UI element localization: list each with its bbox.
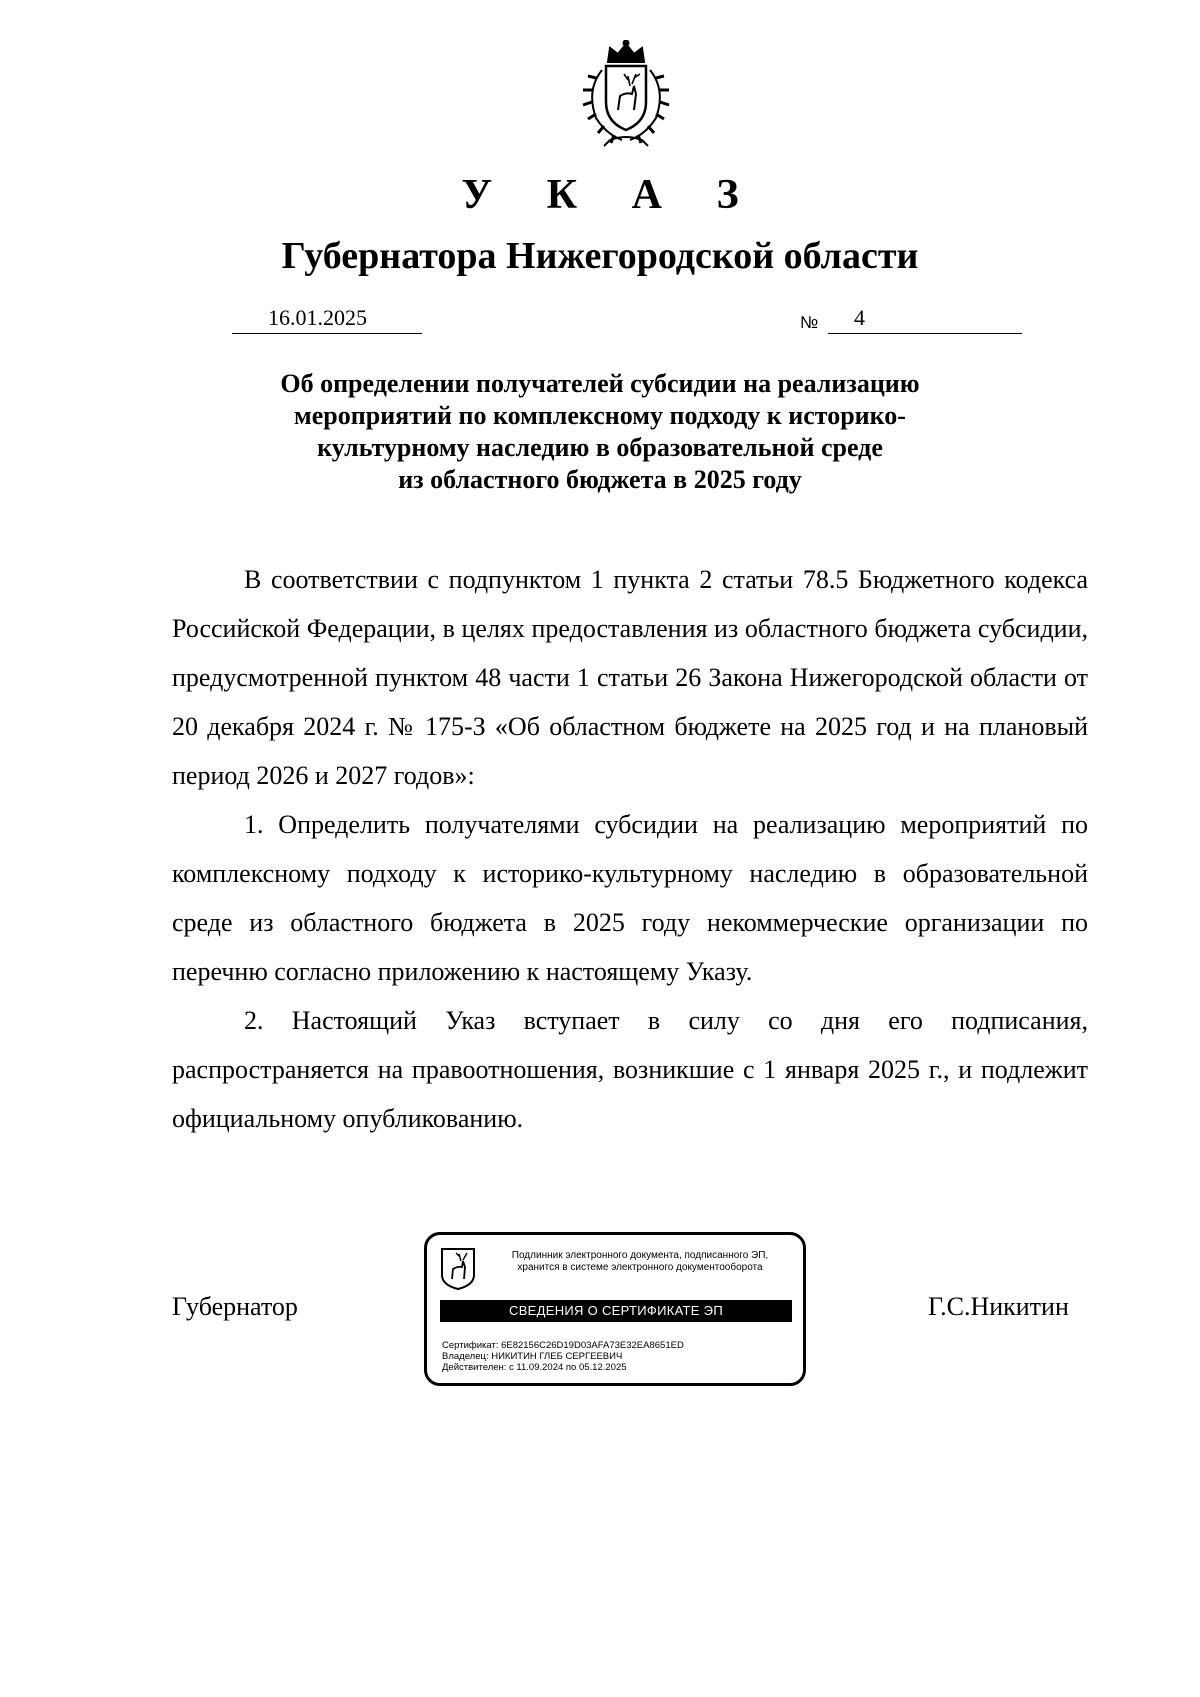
signatory-position: Губернатор [172,1292,298,1321]
stamp-header-line: Подлинник электронного документа, подписанного ЭП, [511,1250,769,1261]
stamp-owner: Владелец: НИКИТИН ГЛЕБ СЕРГЕЕВИЧ [442,1351,623,1362]
electronic-signature-stamp [424,1232,806,1386]
stamp-certificate-id: Сертификат: 6E82156C26D19D03AFA73E32EA8651ED [442,1340,684,1351]
subject-line: из областного бюджета в 2025 году [398,465,802,494]
subject-line: культурному наследию в образовательной среде [317,433,883,462]
document-number-field [828,305,1022,334]
stamp-header-line: хранится в системе электронного документооборота [517,1262,763,1273]
coat-of-arms-emblem [570,40,682,148]
body-paragraph: 1. Определить получателями субсидии на реализацию мероприятий по комплексному подходу к историко-культурному наследию в образовательной среде из областного бюджета в 2025 году некоммерческие организации по перечню согласно приложению к настоящему Указу. [172,810,1088,986]
body-paragraph: 2. Настоящий Указ вступает в силу со дня его подписания, распространяется на правоотношения, возникшие с 1 января 2025 г., и подлежит официальному опубликованию. [172,1006,1088,1133]
small-emblem-icon [440,1247,476,1291]
document-type-title: У К А З [461,172,761,218]
document-number: 4 [854,305,865,330]
stamp-certificate-bar: СВЕДЕНИЯ О СЕРТИФИКАТЕ ЭП [440,1300,792,1322]
document-date-field [232,305,422,334]
subject-line: мероприятий по комплексному подходу к историко- [294,401,906,430]
document-date: 16.01.2025 [268,305,367,330]
document-subject [230,368,970,496]
subject-line: Об определении получателей субсидии на реализацию [280,369,920,398]
issuer-title: Губернатора Нижегородской области [281,235,919,277]
body-paragraph: В соответствии с подпунктом 1 пункта 2 статьи 78.5 Бюджетного кодекса Российской Федерации, в целях предоставления из областного бюджета субсидии, предусмотренной пунктом 48 части 1 статьи 26 Закона Нижегородской области от 20 декабря 2024 г. № 175-З «Об областном бюджете на 2025 год и на плановый период 2026 и 2027 годов»: [172,565,1088,790]
document-number-label: № [800,313,819,332]
stamp-header [483,1250,797,1274]
document-body [172,555,1088,1143]
stamp-certificate-details [442,1340,684,1373]
signatory-name: Г.С.Никитин [928,1292,1069,1321]
stamp-validity: Действителен: с 11.09.2024 по 05.12.2025 [442,1362,627,1373]
